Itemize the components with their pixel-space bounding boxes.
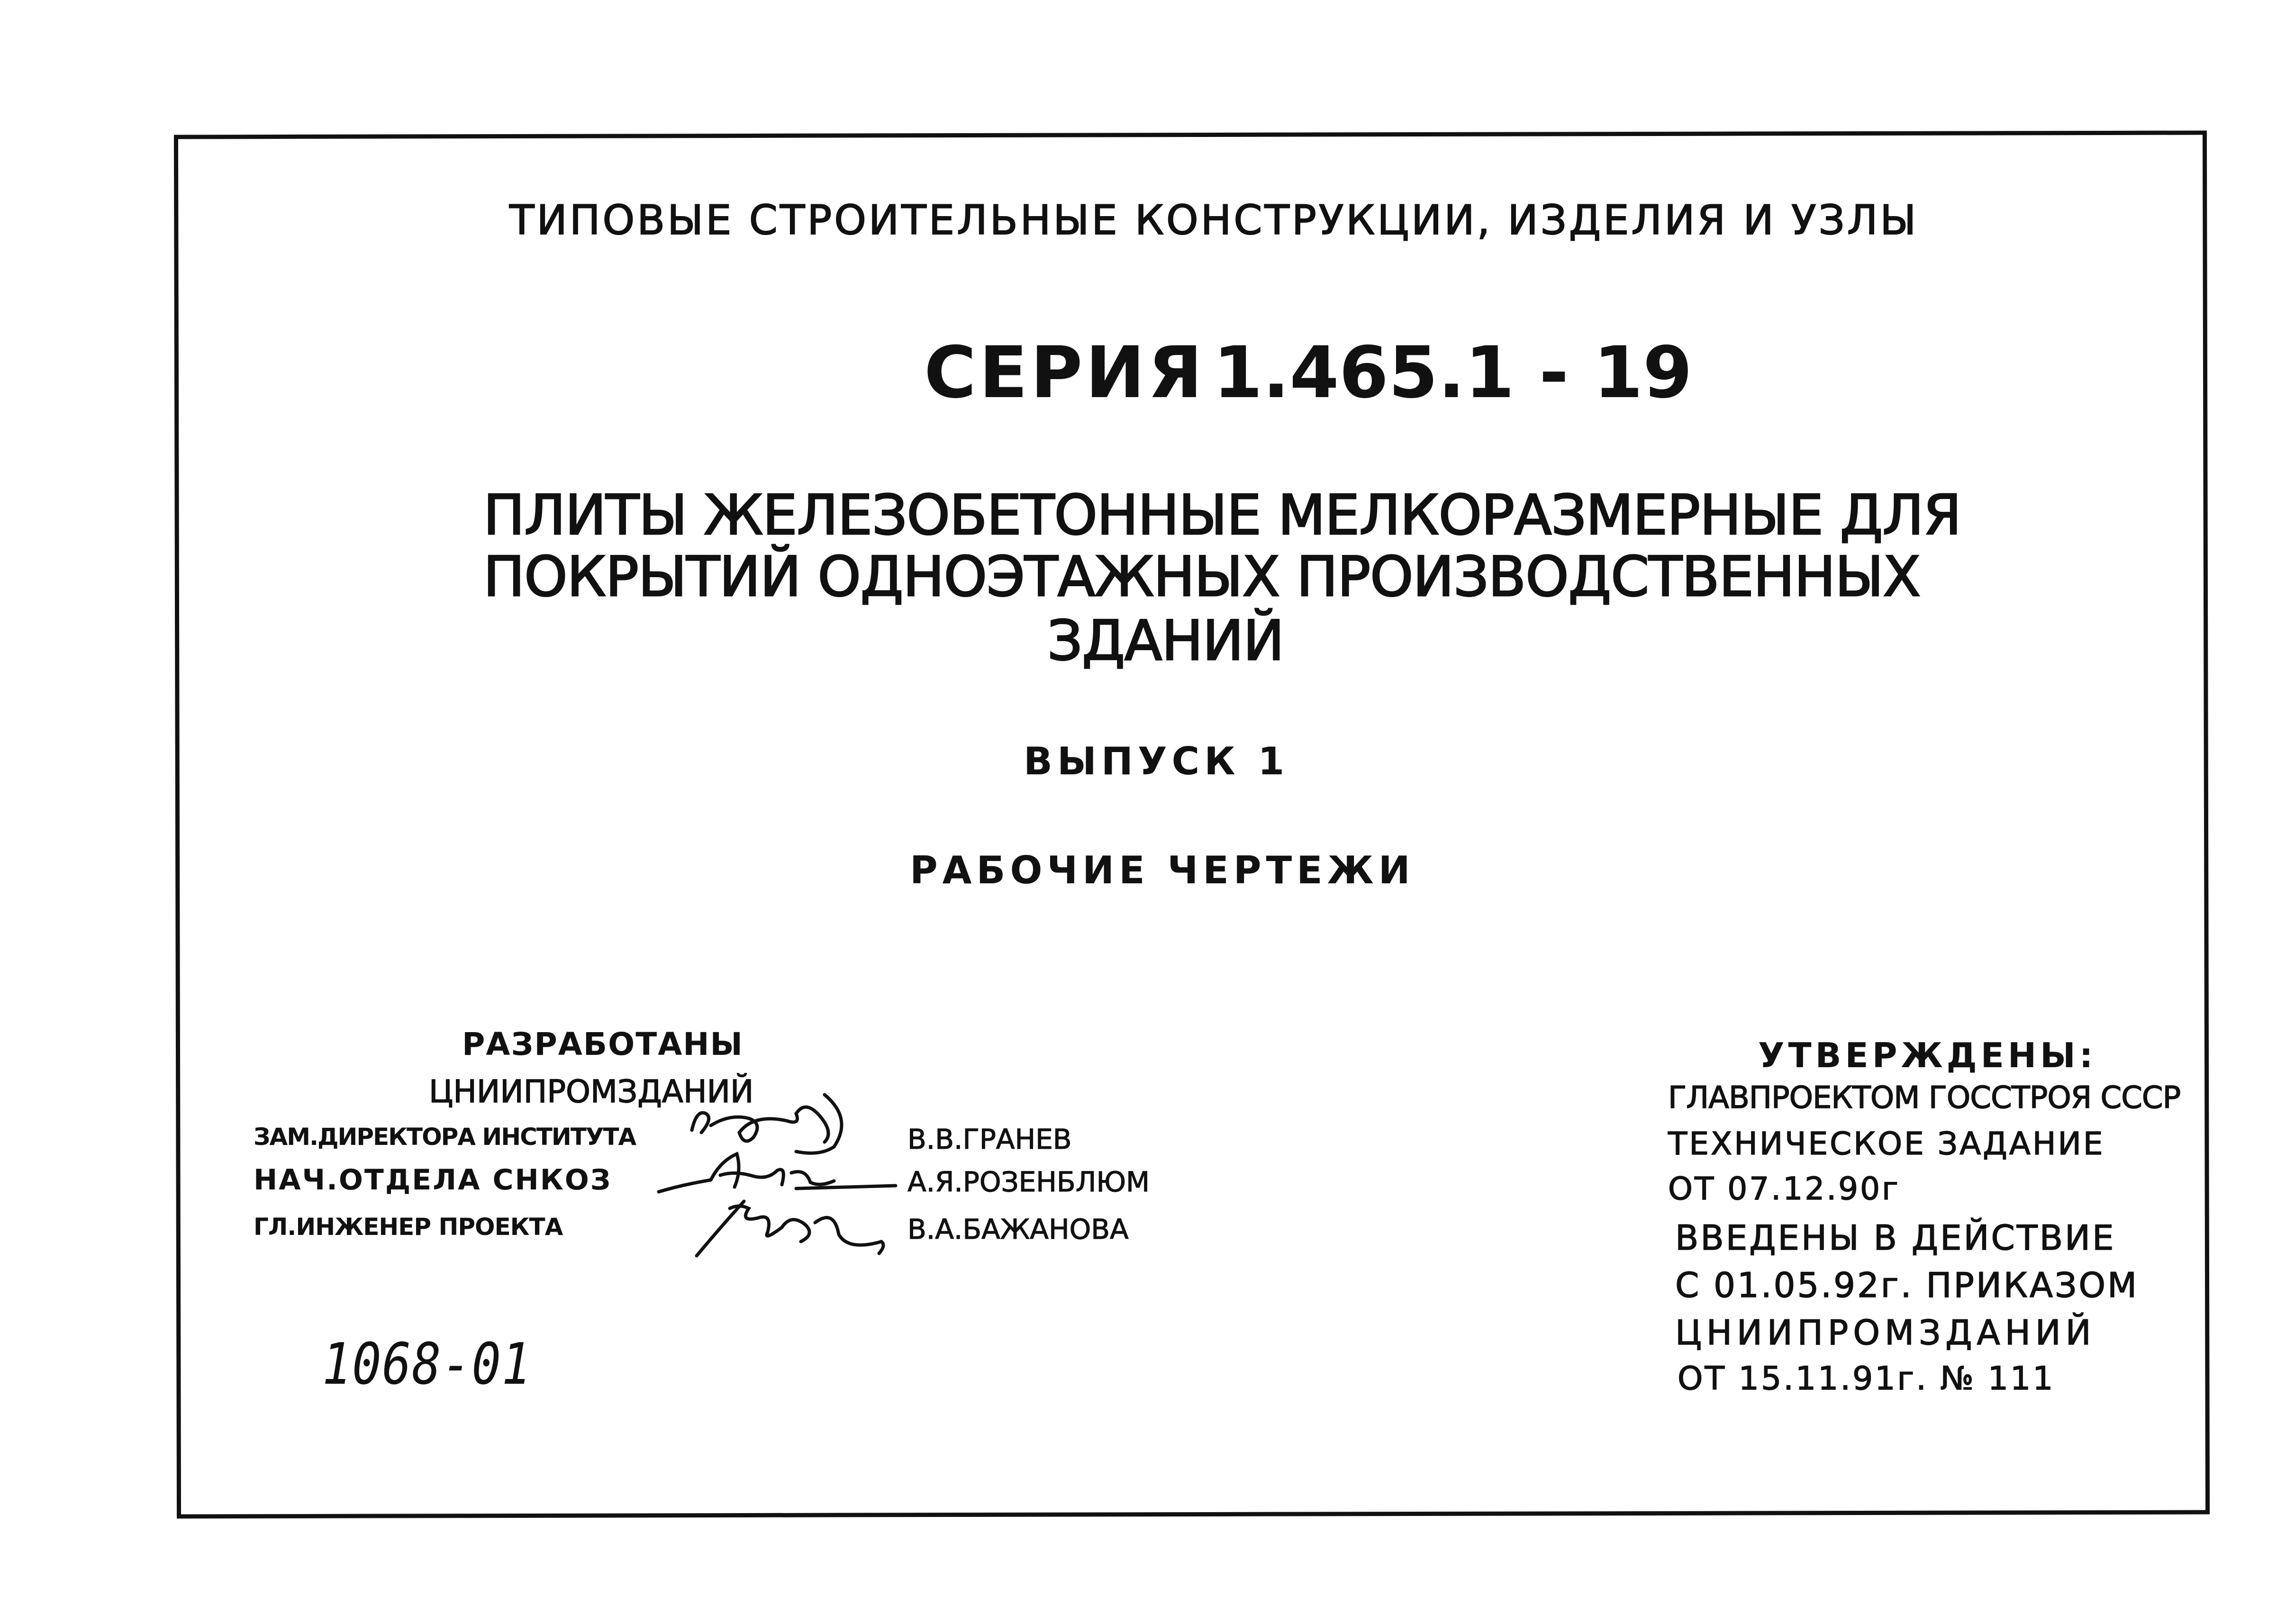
developed-label: РАЗРАБОТАНЫ [462, 1026, 744, 1062]
series-label: СЕРИЯ [924, 332, 1206, 414]
issue-label: ВЫПУСК 1 [1024, 739, 1289, 783]
effective-date: С 01.05.92г. ПРИКАЗОМ [1675, 1265, 2139, 1305]
staff-name-2: А.Я.РОЗЕНБЛЮМ [907, 1166, 1150, 1198]
title-line-2: ПОКРЫТИЙ ОДНОЭТАЖНЫХ ПРОИЗВОДСТВЕННЫХ [483, 545, 1921, 609]
signature-3 [692, 1189, 891, 1261]
staff-role-3: ГЛ.ИНЖЕНЕР ПРОЕКТА [254, 1213, 563, 1241]
title-line-1: ПЛИТЫ ЖЕЛЕЗОБЕТОННЫЕ МЕЛКОРАЗМЕРНЫЕ ДЛЯ [483, 483, 1961, 547]
approved-label: УТВЕРЖДЕНЫ: [1758, 1035, 2097, 1075]
order-date: ОТ 15.11.91г. № 111 [1678, 1360, 2055, 1397]
staff-name-1: В.В.ГРАНЕВ [907, 1123, 1072, 1155]
developed-org: ЦНИИПРОМЗДАНИЙ [429, 1073, 754, 1110]
staff-name-3: В.А.БАЖАНОВА [907, 1213, 1129, 1245]
staff-role-2: НАЧ.ОТДЕЛА СНКОЗ [254, 1163, 612, 1197]
effective-org: ЦНИИПРОМЗДАНИЙ [1675, 1313, 2096, 1352]
title-line-3: ЗДАНИЙ [1047, 609, 1284, 673]
spec-label: ТЕХНИЧЕСКОЕ ЗАДАНИЕ [1668, 1125, 2105, 1162]
spec-date: ОТ 07.12.90г [1668, 1170, 1900, 1207]
drawing-type: РАБОЧИЕ ЧЕРТЕЖИ [910, 848, 1415, 892]
effective-label: ВВЕДЕНЫ В ДЕЙСТВИЕ [1675, 1218, 2116, 1258]
approved-by: ГЛАВПРОЕКТОМ ГОССТРОЯ СССР [1668, 1080, 2181, 1116]
header-line: ТИПОВЫЕ СТРОИТЕЛЬНЫЕ КОНСТРУКЦИИ, ИЗДЕЛИЯ И УЗЛЫ [509, 197, 1919, 244]
series-number: 1.465.1 - 19 [1213, 332, 1693, 414]
staff-role-1: ЗАМ.ДИРЕКТОРА ИНСТИТУТА [254, 1123, 636, 1151]
document-number: 1068-01 [322, 1332, 532, 1397]
